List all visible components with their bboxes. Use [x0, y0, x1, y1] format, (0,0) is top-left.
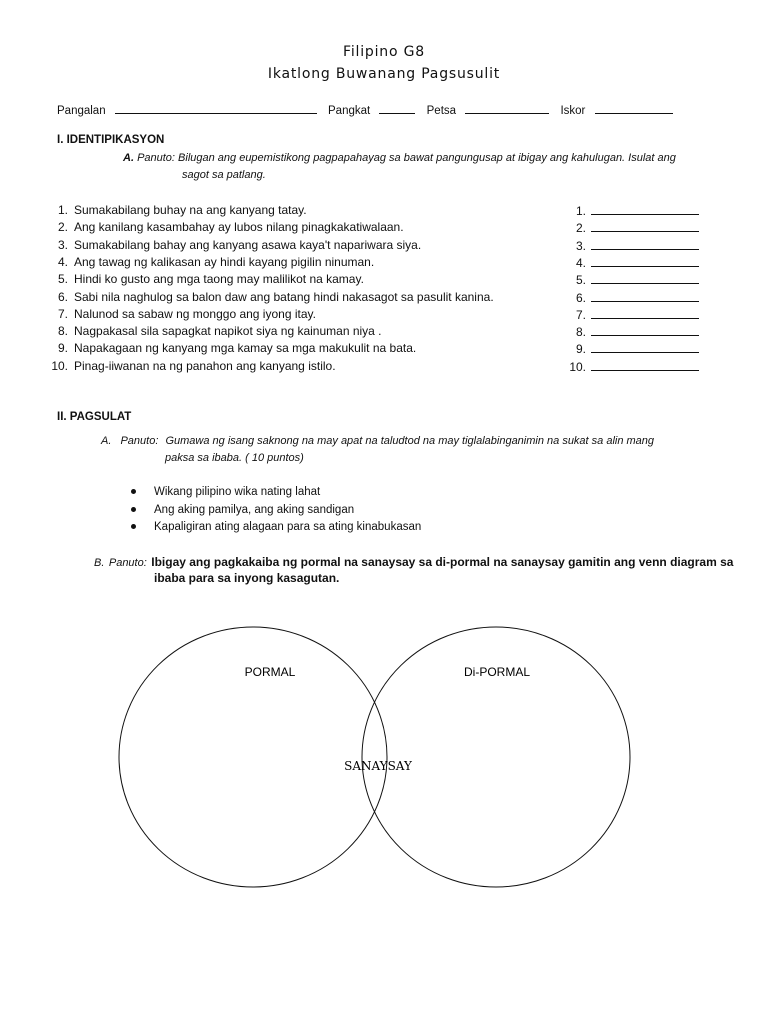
date-blank[interactable]: [465, 102, 549, 114]
question-text: Ang kanilang kasambahay ay lubos nilang pinagkakatiwalaan.: [74, 220, 404, 235]
answer-number: 10.: [569, 359, 586, 374]
score-label: Iskor: [560, 105, 586, 117]
question-text: Ang tawag ng kalikasan ay hindi kayang pigilin ninuman.: [74, 254, 375, 269]
answer-blank[interactable]: [566, 220, 699, 235]
section-blank[interactable]: [379, 102, 415, 114]
date-label: Petsa: [426, 105, 457, 117]
answer-line[interactable]: [591, 341, 699, 353]
answer-line[interactable]: [591, 203, 699, 215]
answer-blank[interactable]: [566, 203, 699, 218]
question-text: Napakagaan ng kanyang mga kamay sa mga makukulit na bata.: [74, 341, 417, 356]
b-line1: Ibigay ang pagkakaiba ng pormal na sanaysay sa di-pormal na sanaysay gamitin ang venn diagram sa: [151, 555, 734, 569]
question-number: 5.: [57, 272, 68, 287]
a-label: Panuto:: [120, 435, 159, 447]
answer-line[interactable]: [591, 307, 699, 319]
answer-number: 6.: [575, 290, 586, 305]
question-number: 1.: [57, 203, 68, 217]
bullet-text: Wikang pilipino wika nating lahat: [154, 486, 321, 498]
page-title: Filipino G8: [343, 44, 425, 60]
answer-blank[interactable]: [566, 255, 699, 270]
bullet-icon: [131, 524, 136, 529]
answer-number: 4.: [575, 255, 586, 270]
answer-line[interactable]: [591, 359, 699, 371]
venn-left-circle: [119, 627, 387, 887]
question-text: Sumakabilang buhay na ang kanyang tatay.: [74, 203, 307, 217]
question-number: 6.: [57, 289, 68, 304]
section1-instructions: [123, 152, 676, 164]
a-letter: A.: [101, 435, 112, 447]
answer-number: 5.: [575, 273, 586, 288]
answer-line[interactable]: [591, 238, 699, 250]
section1-heading: I. IDENTIPIKASYON: [57, 134, 165, 146]
section2b-instructions-line2: ibaba para sa inyong kasagutan.: [154, 571, 340, 585]
venn-right-circle: [362, 627, 630, 887]
bullet-text: Ang aking pamilya, ang aking sandigan: [154, 504, 355, 516]
answer-number: 3.: [575, 238, 586, 253]
question-item: [46, 272, 364, 286]
answer-blank[interactable]: [566, 307, 699, 322]
question-number: 9.: [57, 341, 68, 356]
question-item: [46, 238, 421, 252]
bullet-item: [131, 504, 354, 516]
question-text: Sabi nila naghulog sa balon daw ang batang hindi nakasagot sa pasulit kanina.: [74, 289, 494, 304]
bullet-item: [131, 486, 320, 498]
b-letter: B.: [94, 557, 105, 569]
question-item: [46, 324, 382, 338]
answer-line[interactable]: [591, 324, 699, 336]
answer-line[interactable]: [591, 290, 699, 302]
question-text: Nagpakasal sila sapagkat napikot siya ng kainuman niya .: [74, 324, 382, 339]
bullet-item: [131, 521, 421, 533]
bullet-text: Kapaligiran ating alagaan para sa ating kinabukasan: [154, 521, 422, 533]
answer-number: 8.: [575, 325, 586, 340]
answer-number: 2.: [575, 221, 586, 236]
answer-number: 9.: [575, 342, 586, 357]
answer-line[interactable]: [591, 255, 699, 267]
answer-blank[interactable]: [566, 341, 699, 356]
question-text: Hindi ko gusto ang mga taong may malilikot na kamay.: [74, 272, 364, 287]
question-text: Sumakabilang bahay ang kanyang asawa kaya't napariwara siya.: [74, 237, 422, 252]
section2a-instructions: [101, 435, 654, 447]
venn-center-label: SANAYSAY: [344, 759, 412, 773]
instr-label: Panuto:: [137, 152, 175, 164]
section2-heading: II. PAGSULAT: [57, 411, 132, 423]
answer-blank[interactable]: [566, 359, 699, 374]
question-number: 2.: [57, 220, 68, 235]
answer-blank[interactable]: [566, 290, 699, 305]
instr-line1: Bilugan ang eupemistikong pagpapahayag sa bawat pangungusap at ibigay ang kahulugan. Isulat ang: [174, 152, 676, 164]
answer-number: 7.: [575, 307, 586, 322]
bullet-icon: [131, 507, 136, 512]
question-item: [46, 307, 316, 321]
question-text: Pinag-iiwanan na ng panahon ang kanyang istilo.: [74, 358, 336, 373]
question-item: [46, 255, 374, 269]
bullet-icon: [131, 489, 136, 494]
venn-right-label: Di-PORMAL: [463, 665, 531, 679]
page-subtitle: Ikatlong Buwanang Pagsusulit: [267, 66, 501, 82]
answer-line[interactable]: [591, 220, 699, 232]
name-blank[interactable]: [115, 102, 317, 114]
a-line1: Gumawa ng isang saknong na may apat na taludtod na may tiglalabinganimin na sukat sa alin mang: [165, 435, 655, 447]
question-item: [46, 359, 336, 373]
question-item: [46, 203, 307, 217]
question-number: 4.: [57, 254, 68, 269]
answer-number: 1.: [575, 204, 586, 218]
b-label: Panuto:: [108, 557, 147, 569]
question-number: 8.: [57, 324, 68, 339]
answer-blank[interactable]: [566, 272, 699, 287]
info-line: [57, 102, 673, 117]
question-text: Nalunod sa sabaw ng monggo ang iyong itay.: [74, 306, 316, 321]
section2a-instructions-line2: paksa sa ibaba. ( 10 puntos): [165, 452, 304, 464]
question-item: [46, 220, 404, 234]
section-label: Pangkat: [328, 105, 371, 117]
section1-instructions-line2: sagot sa patlang.: [182, 169, 266, 181]
question-number: 3.: [57, 237, 68, 252]
venn-left-label: PORMAL: [244, 665, 296, 679]
score-blank[interactable]: [595, 102, 673, 114]
answer-blank[interactable]: [566, 238, 699, 253]
question-item: [46, 290, 494, 304]
name-label: Pangalan: [57, 105, 106, 117]
instr-letter: A.: [123, 152, 134, 164]
section2b-instructions: [94, 553, 733, 571]
question-item: [46, 341, 416, 355]
answer-line[interactable]: [591, 272, 699, 284]
question-number: 7.: [57, 306, 68, 321]
question-number: 10.: [51, 358, 68, 373]
answer-blank[interactable]: [566, 324, 699, 339]
